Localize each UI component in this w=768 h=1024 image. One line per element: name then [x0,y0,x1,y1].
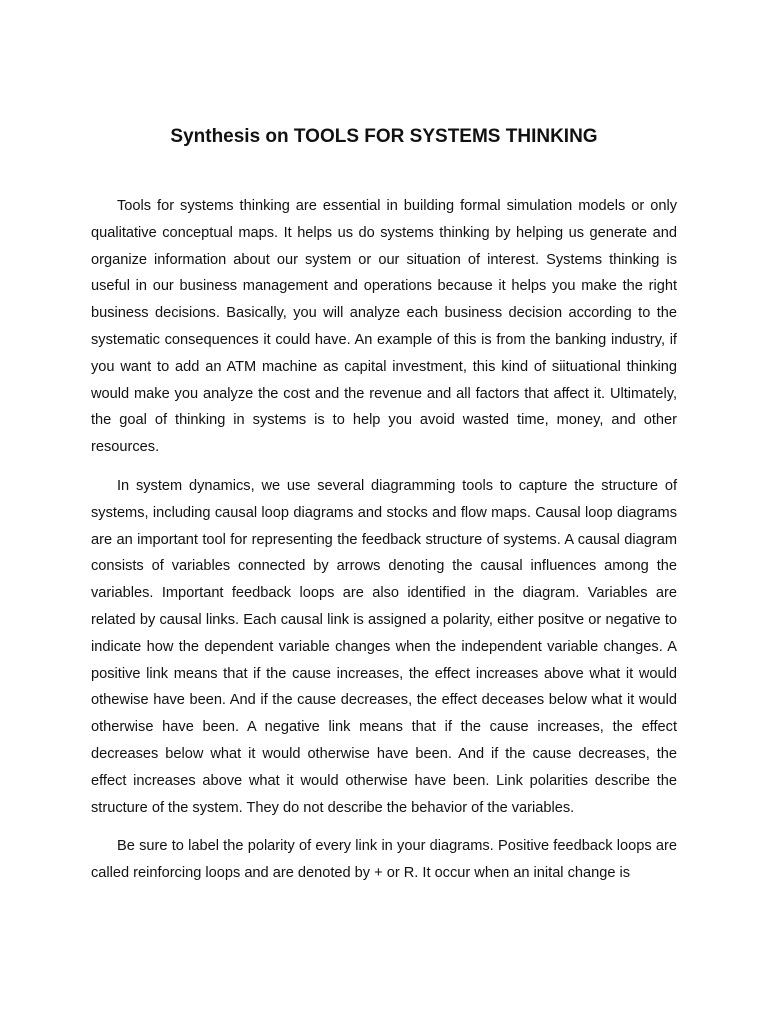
paragraph-tools-overview: Tools for systems thinking are essential in building formal simulation models or only qualitative conceptual maps. It helps us do systems thinking by helping us generate and organize information about our system or our situation of interest. Systems thinking is useful in our business management and operations because it helps you make the right business decisions. Basically, you will analyze each business decision according to the systematic consequences it could have. An example of this is from the banking industry, if you want to add an ATM machine as capital investment, this kind of siituational thinking would make you analyze the cost and the revenue and all factors that affect it. Ultimately, the goal of thinking in systems is to help you avoid wasted time, money, and other resources. [91,198,677,456]
paragraph-causal-loop-diagrams: In system dynamics, we use several diagramming tools to capture the structure of systems, including causal loop diagrams and stocks and flow maps. Causal loop diagrams are an important tool for representing the feedback structure of systems. A causal diagram consists of variables connected by arrows denoting the causal influences among the variables. Important feedback loops are also identified in the diagram. Variables are related by causal links. Each causal link is assigned a polarity, either positve or negative to indicate how the dependent variable changes when the independent variable changes. A positive link means that if the cause increases, the effect increases above what it would othewise have been. And if the cause decreases, the effect deceases below what it would otherwise have been. A negative link means that if the cause increases, the effect decreases below what it would otherwise have been. And if the cause decreases, the effect increases above what it would otherwise have been. Link polarities describe the structure of the system. They do not describe the behavior of the variables. [91,477,677,816]
paragraph-link-polarity: Be sure to label the polarity of every link in your diagrams. Positive feedback loops are called reinforcing loops and are denoted by + or R. It occur when an inital change is [91,838,677,882]
document-body [91,193,677,899]
document-title: Synthesis on TOOLS FOR SYSTEMS THINKING [170,126,598,147]
